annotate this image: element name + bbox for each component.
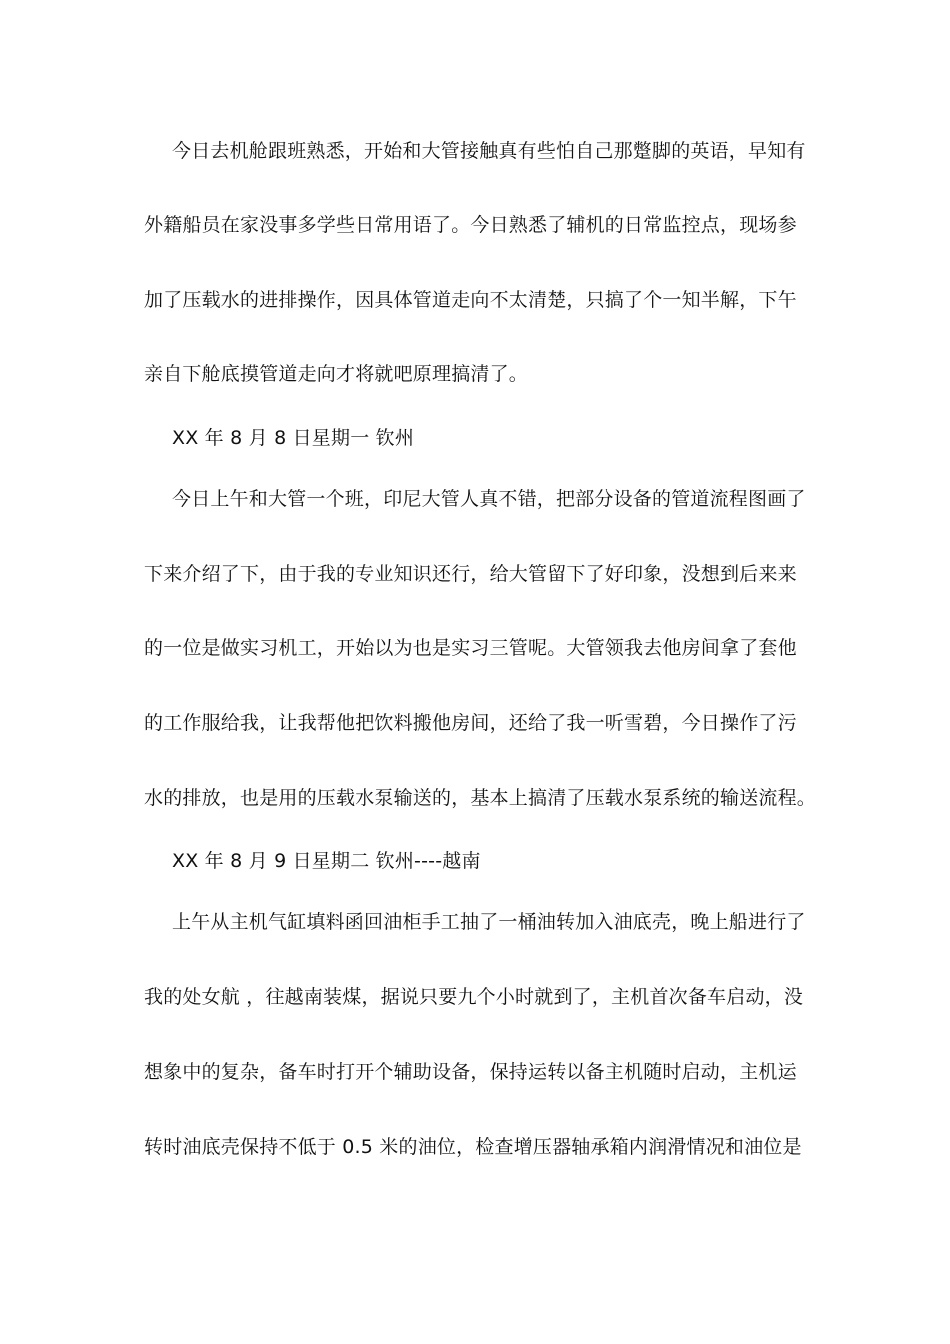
paragraph-line: 水的排放，也是用的压载水泵输送的，基本上搞清了压载水泵系统的输送流程。 [144, 787, 817, 809]
paragraph-line: 今日上午和大管一个班，印尼大管人真不错，把部分设备的管道流程图画了 [172, 488, 806, 510]
paragraph-line: 外籍船员在家没事多学些日常用语了。今日熟悉了辅机的日常监控点，现场参 [144, 214, 797, 236]
paragraph-line: 上午从主机气缸填料函回油柜手工抽了一桶油转加入油底壳，晚上船进行了 [172, 911, 806, 933]
date-heading: XX 年 8 月 9 日星期二 钦州----越南 [172, 850, 481, 872]
paragraph-line: 今日去机舱跟班熟悉，开始和大管接触真有些怕自己那蹩脚的英语，早知有 [172, 140, 806, 162]
paragraph-line: 的工作服给我，让我帮他把饮料搬他房间，还给了我一听雪碧，今日操作了污 [144, 712, 797, 734]
paragraph-line: 加了压载水的进排操作，因具体管道走向不太清楚，只搞了个一知半解，下午 [144, 289, 797, 311]
paragraph-line: 我的处女航 ，往越南装煤，据说只要九个小时就到了，主机首次备车启动，没 [144, 986, 804, 1008]
paragraph-line: 的一位是做实习机工，开始以为也是实习三管呢。大管领我去他房间拿了套他 [144, 637, 797, 659]
paragraph-line: 下来介绍了下，由于我的专业知识还行，给大管留下了好印象，没想到后来来 [144, 563, 797, 585]
paragraph-line: 想象中的复杂，备车时打开个辅助设备，保持运转以备主机随时启动，主机运 [144, 1061, 797, 1083]
date-heading: XX 年 8 月 8 日星期一 钦州 [172, 427, 415, 449]
paragraph-line: 亲自下舱底摸管道走向才将就吧原理搞清了。 [144, 363, 529, 385]
paragraph-line: 转时油底壳保持不低于 0.5 米的油位，检查增压器轴承箱内润滑情况和油位是 [144, 1136, 802, 1158]
